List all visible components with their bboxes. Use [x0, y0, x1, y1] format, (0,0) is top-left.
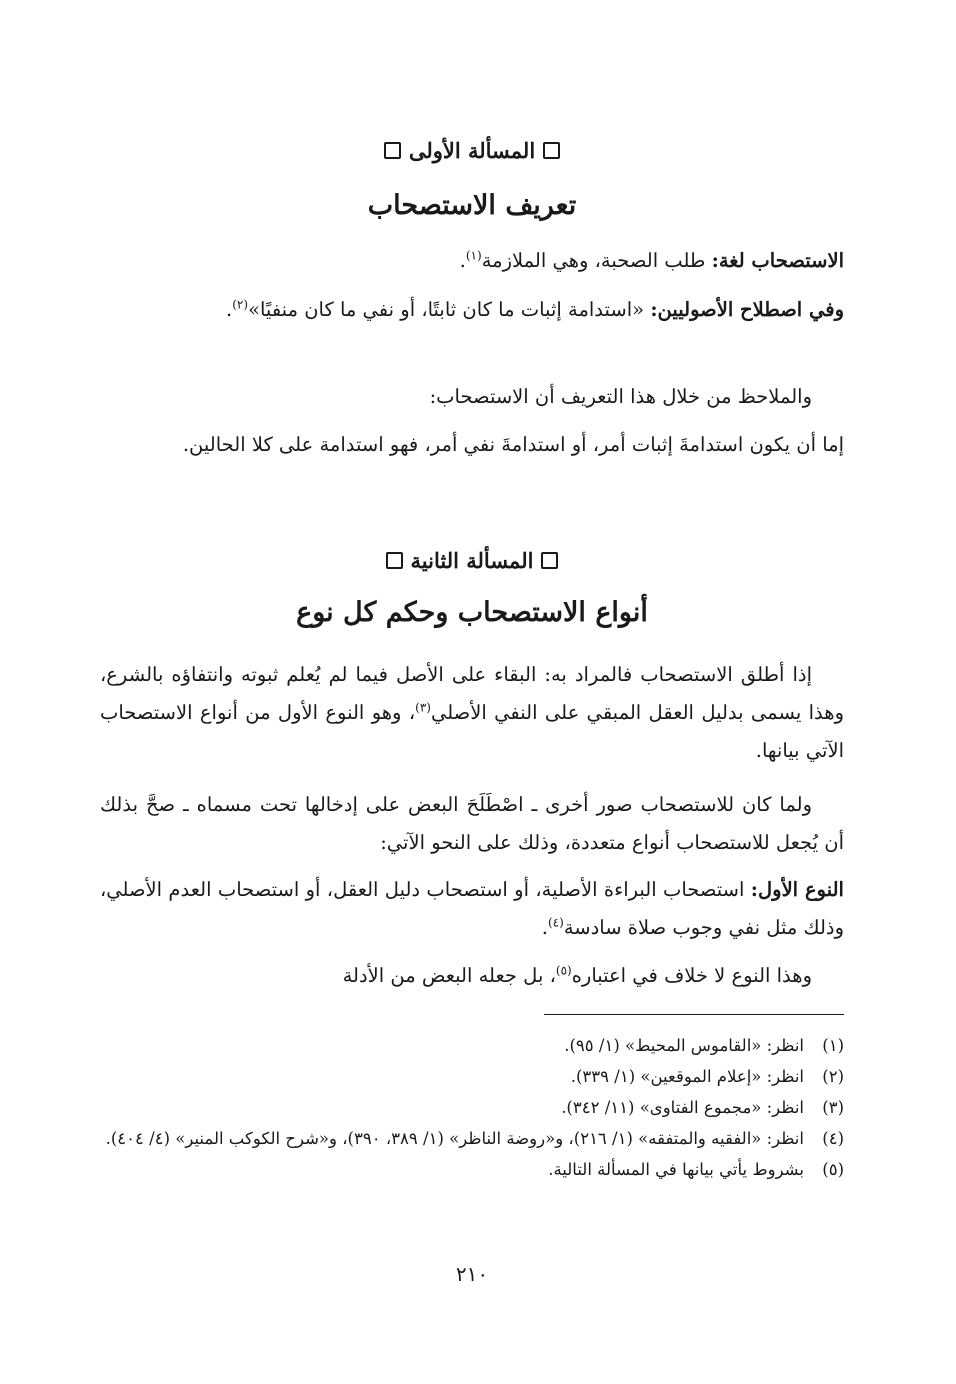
paragraph-text: ، وهو النوع الأول من أنواع الاستصحاب الآتي بيانها.	[100, 701, 844, 762]
footnote-divider	[544, 1014, 844, 1015]
footnote-ref: (١)	[465, 248, 482, 263]
issue-two-title: أنواع الاستصحاب وحكم كل نوع	[296, 597, 648, 628]
footnote-text: انظر: «الفقيه والمتفقه» (١/ ٢١٦)، و«روضة الناظر» (١/ ٣٨٩، ٣٩٠)، و«شرح الكوكب المنير» (٤/ ٤٠٤).	[105, 1129, 804, 1148]
footnote-item	[100, 1030, 844, 1061]
footnote-ref: (٢)	[232, 297, 249, 312]
footnote-text: انظر: «إعلام الموقعين» (١/ ٣٣٩).	[570, 1067, 804, 1086]
explanation-text: إما أن يكون استدامةَ إثبات أمر، أو استدامةَ نفي أمر، فهو استدامة على كلا الحالين.	[182, 433, 844, 456]
square-bullet-icon	[541, 552, 558, 569]
issue-one-title: تعريف الاستصحاب	[367, 190, 577, 221]
term-technical: وفي اصطلاح الأصوليين:	[650, 298, 844, 321]
general-meaning-paragraph	[100, 656, 844, 770]
issue-two-label-text: المسألة الثانية	[410, 548, 534, 573]
technical-definition-paragraph	[100, 291, 844, 329]
first-type-paragraph	[100, 871, 844, 947]
page-number: ٢١٠	[455, 1262, 489, 1286]
explanation-paragraph	[100, 426, 844, 464]
period: .	[226, 298, 233, 321]
issue-two-label	[100, 548, 844, 573]
book-page	[100, 0, 844, 1384]
footnotes	[100, 1030, 844, 1185]
issue-one-label-text: المسألة الأولى	[408, 138, 536, 163]
period: .	[459, 249, 466, 272]
definition-text: «استدامة إثبات ما كان ثابتًا، أو نفي ما كان منفيًا»	[248, 298, 651, 321]
term-first-type: النوع الأول:	[750, 878, 844, 901]
issue-one-label	[100, 138, 844, 163]
footnote-ref: (٥)	[555, 963, 572, 978]
footnote-item	[100, 1123, 844, 1154]
footnote-number: (٤)	[822, 1129, 844, 1148]
other-forms-paragraph	[100, 786, 844, 862]
footnote-item	[100, 1092, 844, 1123]
footnote-text: انظر: «القاموس المحيط» (١/ ٩٥).	[564, 1036, 804, 1055]
term-lexical: الاستصحاب لغة:	[711, 249, 844, 272]
footnote-item	[100, 1061, 844, 1092]
lexical-definition-paragraph	[100, 242, 844, 280]
footnote-number: (٥)	[822, 1160, 844, 1179]
observation-paragraph	[100, 378, 844, 416]
observation-text: والملاحظ من خلال هذا التعريف أن الاستصحاب:	[429, 385, 812, 408]
definition-text: طلب الصحبة، وهي الملازمة	[481, 249, 712, 272]
footnote-number: (٣)	[822, 1098, 844, 1117]
square-bullet-icon	[386, 552, 403, 569]
paragraph-text: وهذا النوع لا خلاف في اعتباره	[571, 964, 812, 987]
footnote-text: بشروط يأتي بيانها في المسألة التالية.	[548, 1160, 804, 1179]
paragraph-text: ولما كان للاستصحاب صور أخرى ـ اصْطَلَحَ البعض على إدخالها تحت مسماه ـ صحَّ بذلك أن يُجعل للاستصحاب أنواع متعددة، وذلك على النحو الآتي:	[100, 793, 844, 854]
square-bullet-icon	[543, 142, 560, 159]
paragraph-text: استصحاب البراءة الأصلية، أو استصحاب دليل العقل، أو استصحاب العدم الأصلي، وذلك مثل نفي وجوب صلاة سادسة	[100, 878, 844, 939]
continuation-paragraph	[100, 957, 844, 995]
square-bullet-icon	[384, 142, 401, 159]
footnote-item	[100, 1154, 844, 1185]
paragraph-text: ، بل جعله البعض من الأدلة	[342, 964, 556, 987]
paragraph-text: إذا أطلق الاستصحاب فالمراد به: البقاء على الأصل فيما لم يُعلم ثبوته وانتفاؤه بالشرع، وهذا يسمى بدليل العقل المبقي على النفي الأصلي	[100, 663, 844, 724]
footnote-ref: (٤)	[547, 915, 564, 930]
footnote-text: انظر: «مجموع الفتاوى» (١١/ ٣٤٢).	[561, 1098, 804, 1117]
footnote-ref: (٣)	[415, 700, 431, 715]
footnote-number: (١)	[822, 1036, 844, 1055]
footnote-number: (٢)	[822, 1067, 844, 1086]
period: .	[541, 916, 548, 939]
